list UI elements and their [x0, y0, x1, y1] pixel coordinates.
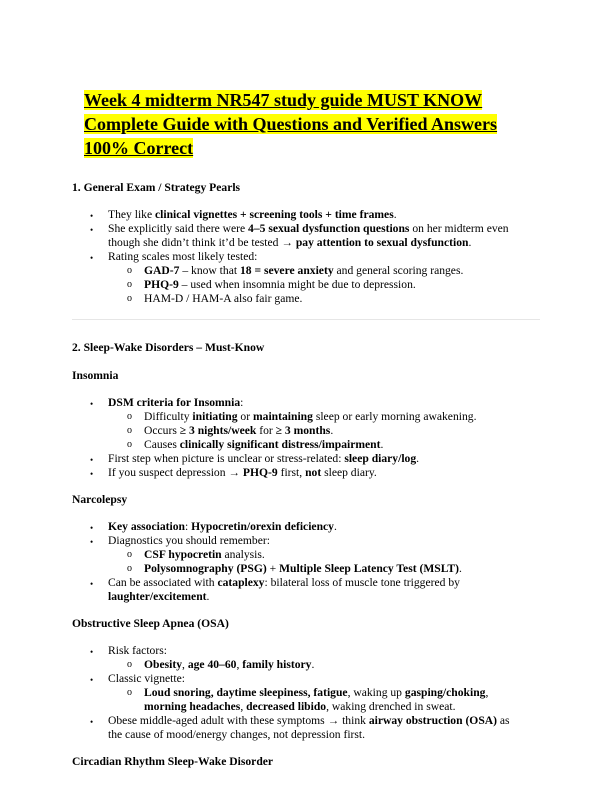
sub-list-item: GAD-7 – know that 18 = severe anxiety and general scoring ranges.: [144, 264, 464, 277]
bullet-glyph: •: [90, 717, 94, 727]
sub-list-item-continuation: morning headaches, decreased libido, waking drenched in sweat.: [144, 700, 456, 713]
subheading-osa: Obstructive Sleep Apnea (OSA): [72, 617, 229, 630]
list-item: Classic vignette:: [108, 672, 185, 685]
list-item-continuation: laughter/excitement.: [108, 590, 210, 603]
list-item-continuation: though she didn’t think it’d be tested → pay attention to sexual dysfunction.: [108, 236, 472, 249]
list-item: DSM criteria for Insomnia:: [108, 396, 244, 409]
sub-list-item: Polysomnography (PSG) + Multiple Sleep Latency Test (MSLT).: [144, 562, 462, 575]
list-item: If you suspect depression → PHQ-9 first, not sleep diary.: [108, 466, 377, 479]
list-item: Key association: Hypocretin/orexin deficiency.: [108, 520, 337, 533]
sub-bullet-glyph: o: [127, 279, 132, 290]
section-divider: [72, 319, 540, 320]
title-line-1: Week 4 midterm NR547 study guide MUST KNOW: [84, 90, 483, 110]
bullet-glyph: •: [90, 253, 94, 263]
bullet-glyph: •: [90, 455, 94, 465]
sub-list-item: Loud snoring, daytime sleepiness, fatigue, waking up gasping/choking,: [144, 686, 489, 699]
list-item: They like clinical vignettes + screening tools + time frames.: [108, 208, 397, 221]
sub-list-item: PHQ-9 – used when insomnia might be due to depression.: [144, 278, 416, 291]
sub-list-item: HAM-D / HAM-A also fair game.: [144, 292, 303, 305]
bullet-glyph: •: [90, 537, 94, 547]
sub-bullet-glyph: o: [127, 293, 132, 304]
list-item: Rating scales most likely tested:: [108, 250, 258, 263]
sub-bullet-glyph: o: [127, 411, 132, 422]
list-item: Risk factors:: [108, 644, 167, 657]
sub-list-item: CSF hypocretin analysis.: [144, 548, 265, 561]
section-heading-general: 1. General Exam / Strategy Pearls: [72, 181, 241, 194]
title-line-2: Complete Guide with Questions and Verified Answers: [84, 114, 498, 134]
list-item: First step when picture is unclear or stress-related: sleep diary/log.: [108, 452, 420, 465]
subheading-circadian: Circadian Rhythm Sleep-Wake Disorder: [72, 755, 274, 768]
title-line-3: 100% Correct: [84, 138, 194, 158]
document-title: [84, 88, 554, 160]
sub-bullet-glyph: o: [127, 439, 132, 450]
sub-bullet-glyph: o: [127, 265, 132, 276]
subheading-narcolepsy: Narcolepsy: [72, 493, 128, 506]
bullet-glyph: •: [90, 469, 94, 479]
bullet-glyph: •: [90, 399, 94, 409]
section-heading-sleep: 2. Sleep-Wake Disorders – Must-Know: [72, 341, 265, 354]
sub-bullet-glyph: o: [127, 687, 132, 698]
subheading-insomnia: Insomnia: [72, 369, 119, 382]
sub-list-item: Causes clinically significant distress/impairment.: [144, 438, 384, 451]
sub-bullet-glyph: o: [127, 549, 132, 560]
bullet-glyph: •: [90, 211, 94, 221]
bullet-glyph: •: [90, 523, 94, 533]
bullet-glyph: •: [90, 579, 94, 589]
bullet-glyph: •: [90, 225, 94, 235]
sub-list-item: Difficulty initiating or maintaining sleep or early morning awakening.: [144, 410, 477, 423]
list-item-continuation: the cause of mood/energy changes, not depression first.: [108, 728, 366, 741]
list-item: She explicitly said there were 4–5 sexual dysfunction questions on her midterm even: [108, 222, 509, 235]
list-item: Obese middle-aged adult with these symptoms → think airway obstruction (OSA) as: [108, 714, 510, 727]
sub-bullet-glyph: o: [127, 659, 132, 670]
sub-bullet-glyph: o: [127, 563, 132, 574]
bullet-glyph: •: [90, 647, 94, 657]
sub-list-item: Occurs ≥ 3 nights/week for ≥ 3 months.: [144, 424, 334, 437]
list-item: Diagnostics you should remember:: [108, 534, 270, 547]
list-item: Can be associated with cataplexy: bilateral loss of muscle tone triggered by: [108, 576, 460, 589]
sub-list-item: Obesity, age 40–60, family history.: [144, 658, 315, 671]
bullet-glyph: •: [90, 675, 94, 685]
sub-bullet-glyph: o: [127, 425, 132, 436]
